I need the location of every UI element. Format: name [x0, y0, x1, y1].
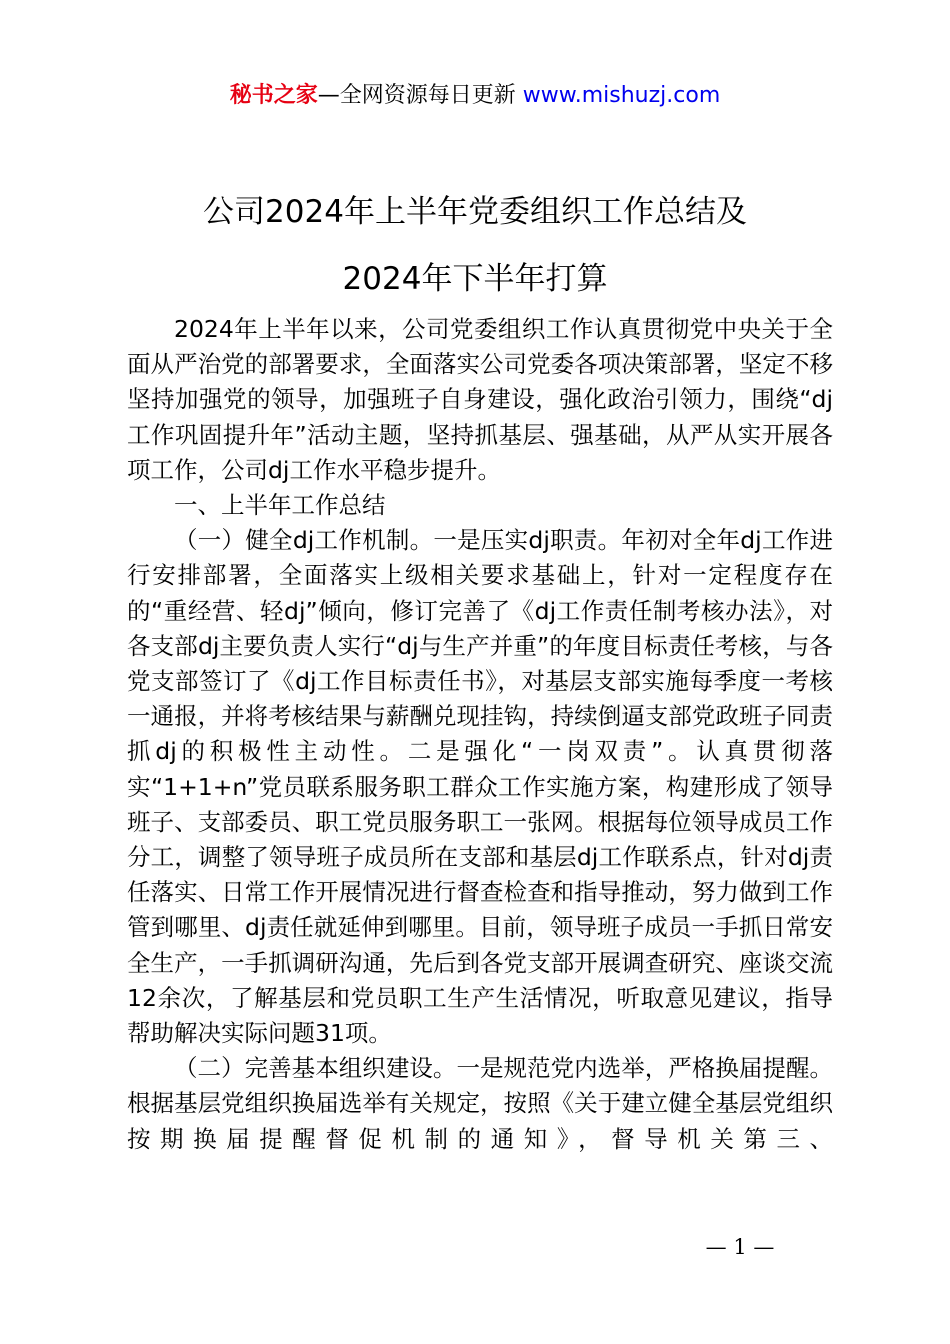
document-title-line-1: 公司2024年上半年党委组织工作总结及 — [203, 194, 747, 230]
site-url-link[interactable]: www.mishuzj.com — [522, 83, 721, 108]
site-header-banner — [0, 80, 950, 112]
page-number: — 1 — — [705, 1235, 775, 1259]
site-tagline: —全网资源每日更新 — [317, 83, 523, 108]
document-title-line-2: 2024年下半年打算 — [342, 261, 608, 297]
paragraph-organization: （二）完善基本组织建设。一是规范党内选举，严格换届提醒。根据基层党组织换届选举有关规定，按照《关于建立健全基层党组织按期换届提醒督促机制的通知》，督导机关第三、 — [127, 1054, 833, 1153]
paragraph-mechanism: （一）健全dj工作机制。一是压实dj职责。年初对全年dj工作进行安排部署，全面落实上级相关要求基础上，针对一定程度存在的“重经营、轻dj”倾向，修订完善了《dj工作责任制考核办法》，对各支部dj主要负责人实行“dj与生产并重”的年度目标责任考核，与各党支部签订了《dj工作目标责任书》，对基层支部实施每季度一考核一通报，并将考核结果与薪酬兑现挂钩，持续倒逼支部党政班子同责抓dj的积极性主动性。二是强化“一岗双责”。认真贯彻落实“1+1+n”党员联系服务职工群众工作实施方案，构建形成了领导班子、支部委员、职工党员服务职工一张网。根据每位领导成员工作分工，调整了领导班子成员所在支部和基层dj工作联系点，针对dj责任落实、日常工作开展情况进行督查检查和指导推动，努力做到工作管到哪里、dj责任就延伸到哪里。目前，领导班子成员一手抓日常安全生产，一手抓调研沟通，先后到各党支部开展调查研究、座谈交流12余次，了解基层和党员职工生产生活情况，听取意见建议，指导帮助解决实际问题31项。 — [127, 526, 833, 1048]
document-body — [127, 312, 833, 1157]
section-heading-1: 一、上半年工作总结 — [174, 491, 386, 520]
site-brand: 秘书之家 — [229, 83, 318, 108]
intro-paragraph: 2024年上半年以来，公司党委组织工作认真贯彻党中央关于全面从严治党的部署要求，全面落实公司党委各项决策部署，坚定不移坚持加强党的领导，加强班子自身建设，强化政治引领力，围绕“dj工作巩固提升年”活动主题，坚持抓基层、强基础，从严从实开展各项工作，公司dj工作水平稳步提升。 — [127, 315, 833, 484]
